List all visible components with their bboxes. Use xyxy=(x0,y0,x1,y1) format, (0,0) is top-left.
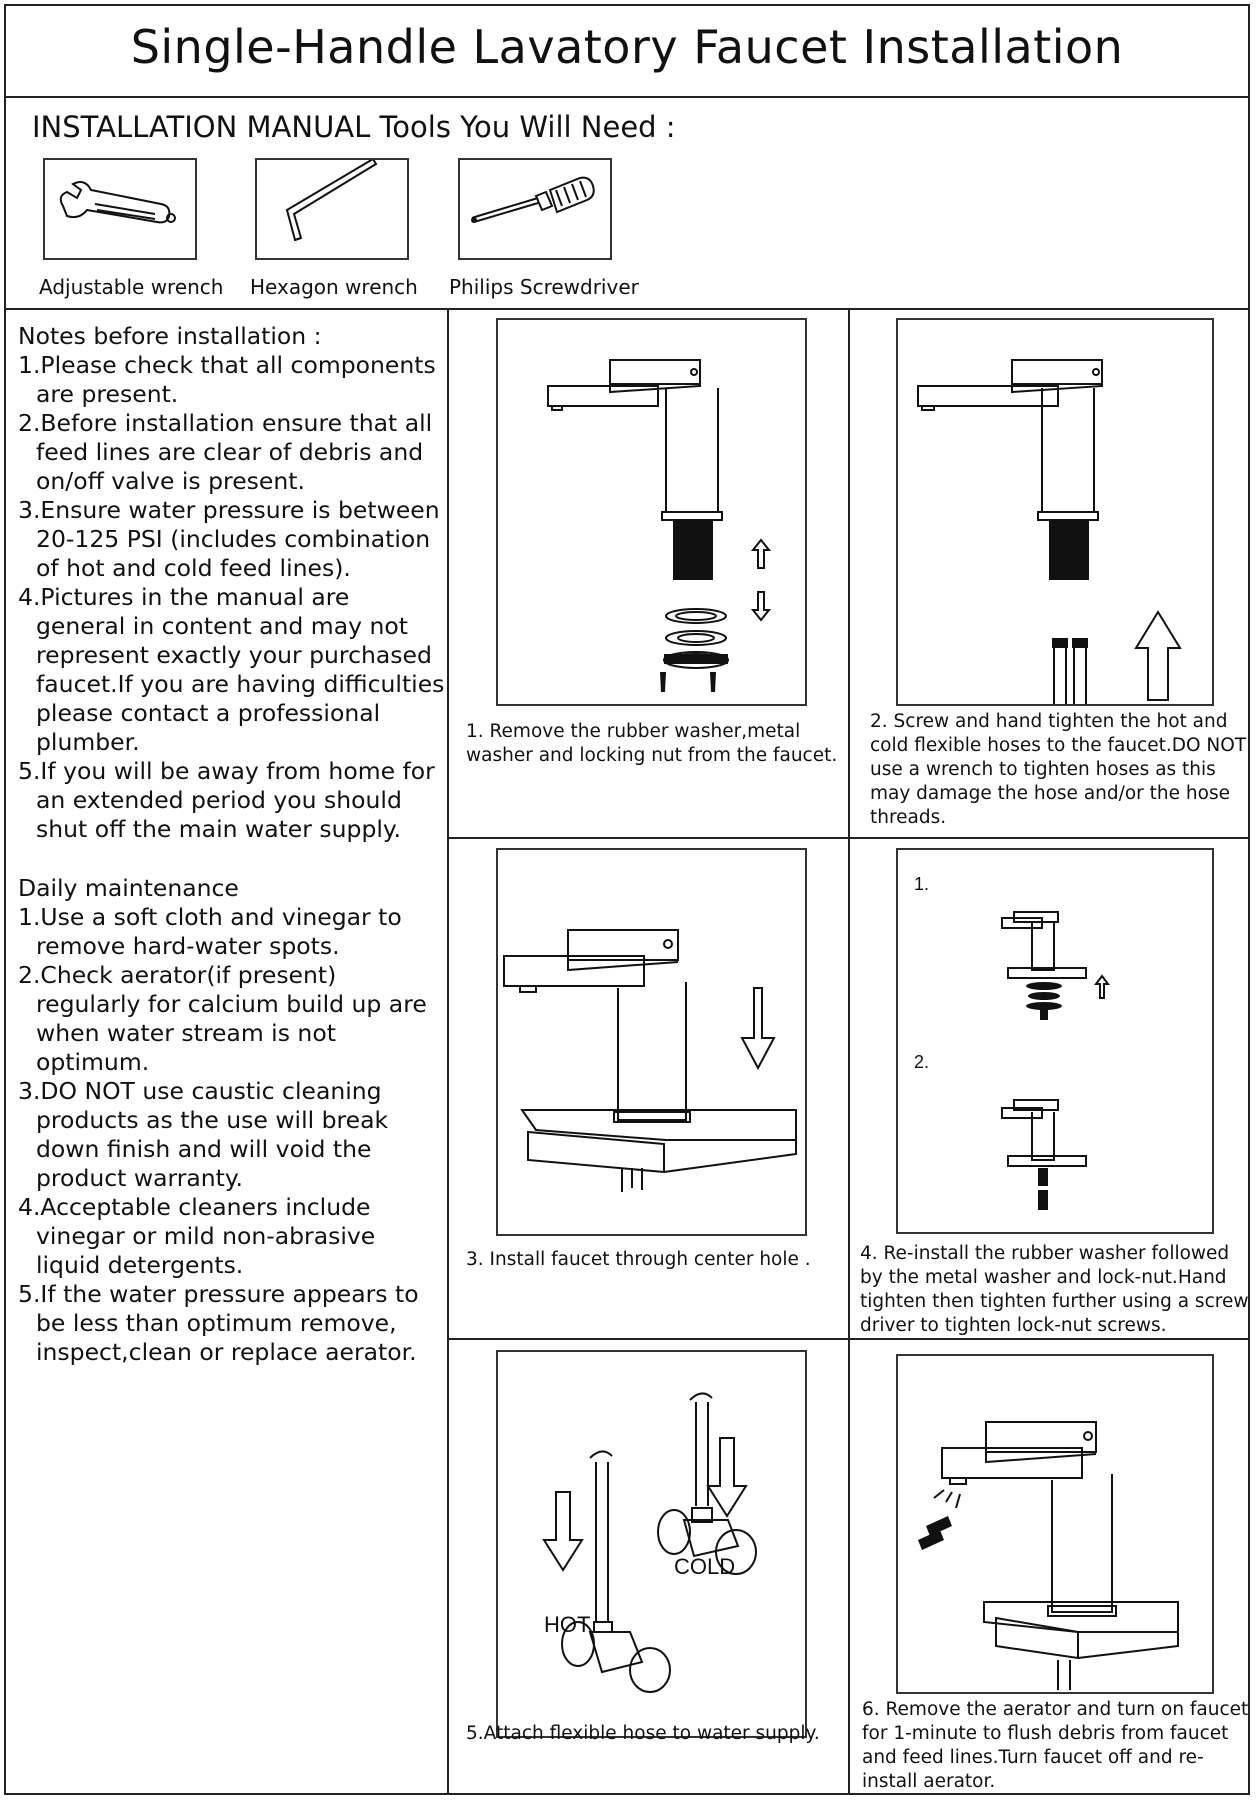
step-4-sub-label-2: 2. xyxy=(914,1052,930,1072)
maintenance-section xyxy=(18,874,446,1367)
step-1-caption: 1. Remove the rubber washer,metal washer and locking nut from the faucet. xyxy=(466,721,838,766)
step-3-illustration xyxy=(496,848,807,1236)
note-item: 5.If you will be away from home for an extended period you should shut off the main water supply. xyxy=(18,757,435,843)
hexagon-wrench-icon xyxy=(257,160,407,258)
maintenance-item: 2.Check aerator(if present) regularly for calcium build up are when water stream is not optimum. xyxy=(18,961,427,1076)
tool-box-adjustable-wrench xyxy=(43,158,197,260)
maintenance-item: 1.Use a soft cloth and vinegar to remove hard-water spots. xyxy=(18,903,402,960)
adjustable-wrench-icon xyxy=(45,160,195,258)
maintenance-item: 3.DO NOT use caustic cleaning products as the use will break down finish and will void the product warranty. xyxy=(18,1077,389,1192)
column-divider-right xyxy=(848,308,850,1795)
tools-divider xyxy=(6,308,1248,310)
step-4-illustration xyxy=(896,848,1214,1234)
cold-valve-label: COLD xyxy=(674,1554,736,1579)
tool-box-screwdriver xyxy=(458,158,612,260)
tool-label-hexagon-wrench: Hexagon wrench xyxy=(250,275,418,299)
row-divider-2 xyxy=(447,1338,1248,1340)
screwdriver-icon xyxy=(460,160,610,258)
maintenance-heading: Daily maintenance xyxy=(18,874,239,902)
maintenance-item: 5.If the water pressure appears to be less than optimum remove, inspect,clean or replace aerator. xyxy=(18,1280,419,1366)
note-item: 1.Please check that all components are present. xyxy=(18,351,436,408)
step-2-illustration xyxy=(896,318,1214,706)
manual-heading: INSTALLATION MANUAL Tools You Will Need : xyxy=(32,110,676,144)
step-6-caption: 6. Remove the aerator and turn on faucet for 1-minute to flush debris from faucet and feed lines.Turn faucet off and re-install aerator. xyxy=(862,1699,1249,1792)
manual-page xyxy=(4,4,1250,1795)
row-divider-1 xyxy=(447,837,1248,839)
column-divider-left xyxy=(447,308,449,1795)
step-5-caption: 5.Attach flexible hose to water supply. xyxy=(466,1723,820,1744)
step-1-illustration xyxy=(496,318,807,706)
title-divider xyxy=(6,96,1248,98)
step-5-illustration xyxy=(496,1350,807,1738)
step-2-caption: 2. Screw and hand tighten the hot and cold flexible hoses to the faucet.DO NOT use a wrench to tighten hoses as this may damage the hose and/or the hose threads. xyxy=(870,711,1247,828)
step-4-sub-label-1: 1. xyxy=(914,874,930,894)
notes-section xyxy=(18,322,446,844)
step-6-illustration xyxy=(896,1354,1214,1694)
tool-label-adjustable-wrench: Adjustable wrench xyxy=(39,275,224,299)
maintenance-item: 4.Acceptable cleaners include vinegar or mild non-abrasive liquid detergents. xyxy=(18,1193,376,1279)
step-3-caption: 3. Install faucet through center hole . xyxy=(466,1249,811,1270)
note-item: 3.Ensure water pressure is between 20-125 PSI (includes combination of hot and cold feed lines). xyxy=(18,496,440,582)
hot-valve-label: HOT xyxy=(544,1612,591,1637)
page-title: Single-Handle Lavatory Faucet Installation xyxy=(130,20,1124,74)
note-item: 4.Pictures in the manual are general in content and may not represent exactly your purchased faucet.If you are having difficulties please contact a professional plumber. xyxy=(18,583,445,756)
tool-box-hexagon-wrench xyxy=(255,158,409,260)
step-4-caption: 4. Re-install the rubber washer followed by the metal washer and lock-nut.Hand tighten then tighten further using a screw driver to tighten lock-nut screws. xyxy=(860,1243,1249,1336)
note-item: 2.Before installation ensure that all feed lines are clear of debris and on/off valve is present. xyxy=(18,409,433,495)
notes-heading: Notes before installation : xyxy=(18,322,322,350)
tool-label-screwdriver: Philips Screwdriver xyxy=(449,275,639,299)
